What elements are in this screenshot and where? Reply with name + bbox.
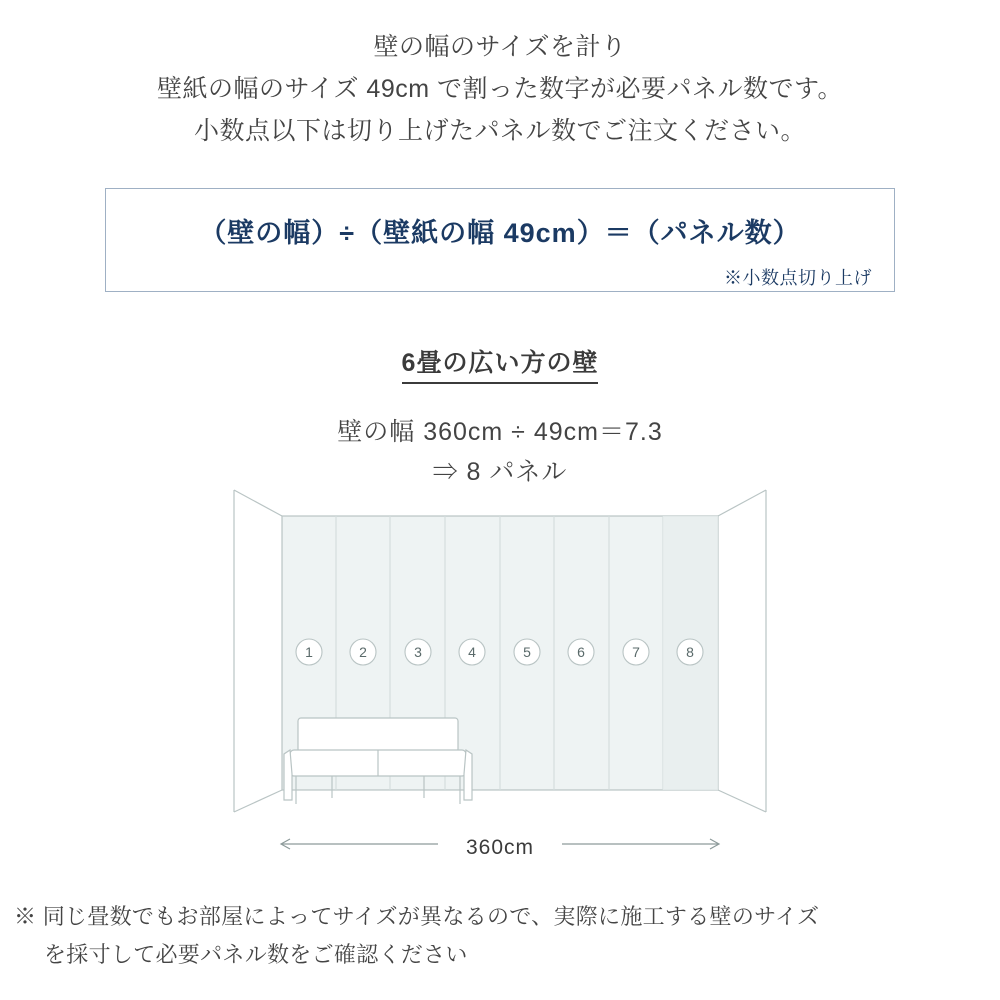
panel-number-3: 3 (414, 644, 422, 660)
section-title-text: 6畳の広い方の壁 (402, 349, 599, 384)
formula-note-text: ※小数点切り上げ (724, 268, 872, 288)
formula-main-text: （壁の幅）÷（壁紙の幅 49cm）＝（パネル数） (199, 218, 801, 248)
panel-number-2: 2 (359, 644, 367, 660)
footnote-line-1: ※ 同じ畳数でもお部屋によってサイズが異なるので、実際に施工する壁のサイズ (14, 904, 820, 929)
section-title (0, 343, 1000, 379)
panel-number-6: 6 (577, 644, 585, 660)
sofa-icon (284, 718, 472, 804)
intro-line-1: 壁の幅のサイズを計り (373, 33, 627, 61)
intro-line-3: 小数点以下は切り上げたパネル数でご注文ください。 (193, 117, 806, 145)
panel-number-5: 5 (523, 644, 531, 660)
panel-number-7: 7 (632, 644, 640, 660)
intro-text-block (0, 0, 1000, 152)
calc-line-1: 壁の幅 360cm ÷ 49cm＝7.3 (337, 418, 663, 446)
panel-number-8: 8 (686, 644, 694, 660)
calc-line-2: ⇒ 8 パネル (432, 458, 568, 486)
footnote-line-2: を採寸して必要パネル数をご確認ください (44, 942, 468, 967)
footnote (14, 898, 989, 974)
room-illustration (220, 482, 780, 872)
formula-box (105, 188, 895, 292)
intro-line-2: 壁紙の幅のサイズ 49cm で割った数字が必要パネル数です。 (156, 75, 844, 103)
panel-number-1: 1 (305, 644, 313, 660)
dimension-label: 360cm (465, 836, 535, 859)
panel-number-4: 4 (468, 644, 476, 660)
